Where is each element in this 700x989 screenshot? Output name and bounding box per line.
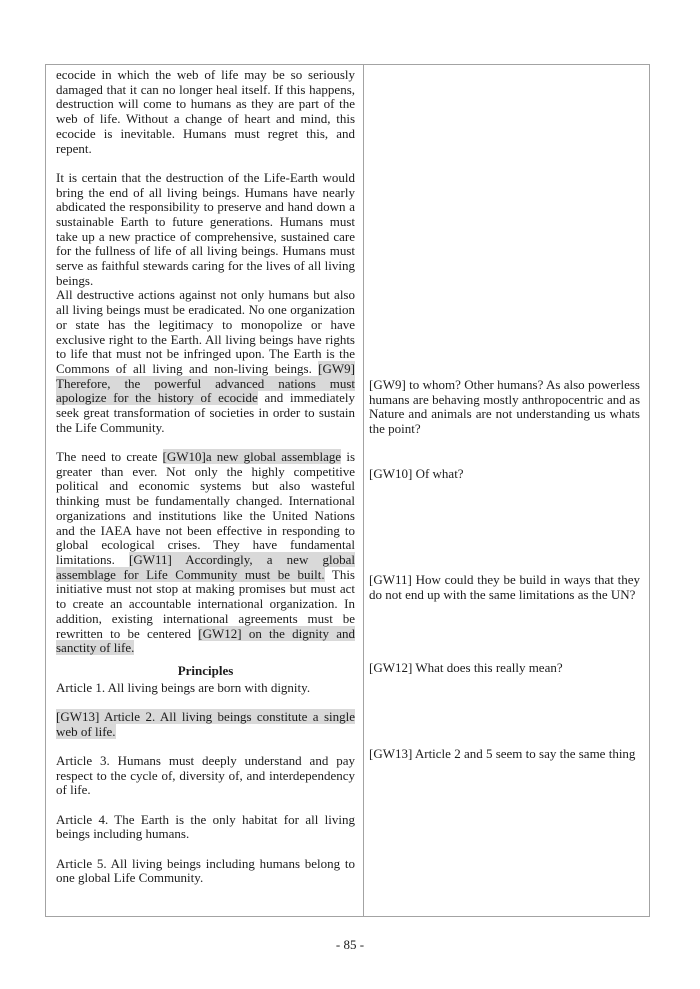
text-segment: and immediately seek great transformation of societies in order to sustain the Life Community. bbox=[56, 390, 355, 435]
article-2 bbox=[56, 710, 355, 739]
text-segment: The need to create bbox=[56, 449, 163, 465]
text-segment: is greater than ever. Not only the highly competitive political and economic systems but also wasteful thinking must be fundamentally changed. International organizations and institutions like the United Nations and the IAEA have not been effective in responding to global ecological crises. They have fundamental limitations. bbox=[56, 449, 356, 567]
main-text-column bbox=[46, 65, 364, 916]
highlighted-text-gw12: [GW12] on the dignity and sanctity of life. bbox=[56, 625, 355, 656]
comment-gw11: [GW11] How could they be build in ways that they do not end up with the same limitations as the UN? bbox=[369, 572, 640, 602]
page-number: - 85 - bbox=[335, 937, 365, 952]
paragraph-global-assemblage bbox=[56, 450, 355, 656]
highlighted-text-gw9: [GW9] Therefore, the powerful advanced nations must apologize for the history of ecocide bbox=[56, 360, 355, 406]
comment-gw10: [GW10] Of what? bbox=[369, 466, 464, 481]
article-1: Article 1. All living beings are born with dignity. bbox=[56, 679, 311, 695]
article-4: Article 4. The Earth is the only habitat for all living beings including humans. bbox=[56, 811, 355, 842]
article-5: Article 5. All living beings including humans belong to one global Life Community. bbox=[56, 855, 355, 886]
paragraph-life-earth: It is certain that the destruction of the Life-Earth would bring the end of all living beings. Humans have nearly abdicated the responsibility to preserve and hand down a sustainable Earth to future generations. Humans must take up a new practice of comprehensive, sustained care for the fullness of life of all living beings. Humans must serve as faithful stewards caring for the lives of all living beings. bbox=[56, 169, 355, 288]
comment-gw13: [GW13] Article 2 and 5 seem to say the same thing bbox=[369, 746, 636, 761]
highlighted-text-gw10: [GW10]a new global assemblage bbox=[162, 449, 342, 465]
highlighted-text-gw11: [GW11] Accordingly, a new global assemblage for Life Community must be built. bbox=[56, 551, 355, 582]
paragraph-destructive-actions bbox=[56, 288, 355, 435]
article-3: Article 3. Humans must deeply understand and pay respect to the cycle of, diversity of, and interdependency of life. bbox=[56, 752, 355, 798]
highlighted-text-gw13: [GW13] Article 2. All living beings constitute a single web of life. bbox=[56, 708, 355, 739]
comment-gw12: [GW12] What does this really mean? bbox=[369, 660, 563, 675]
comments-column bbox=[364, 65, 649, 916]
paragraph-ecocide: ecocide in which the web of life may be so seriously damaged that it can no longer heal itself. If this happens, destruction will come to humans as they are part of the web of life. Without a change of heart and mind, this ecocide is inevitable. Humans must regret this, and repent. bbox=[56, 67, 355, 156]
principles-heading: Principles bbox=[177, 662, 234, 678]
comment-gw9: [GW9] to whom? Other humans? As also powerless humans are behaving mostly anthropocentric and as Nature and animals are not understanding us whats the point? bbox=[369, 377, 640, 437]
text-segment: All destructive actions against not only humans but also all living beings must be eradicated. No one organization or state has the legitimacy to monopolize or have exclusive right to the Earth. All living beings have rights to life that must not be infringed upon. The Earth is the Commons of all living and non-living beings. bbox=[56, 287, 355, 376]
comment-table bbox=[45, 64, 650, 917]
text-segment: This initiative must not stop at making promises but must act to create an accountable international organization. In addition, existing international agreements must be rewritten to be centered bbox=[56, 566, 355, 641]
